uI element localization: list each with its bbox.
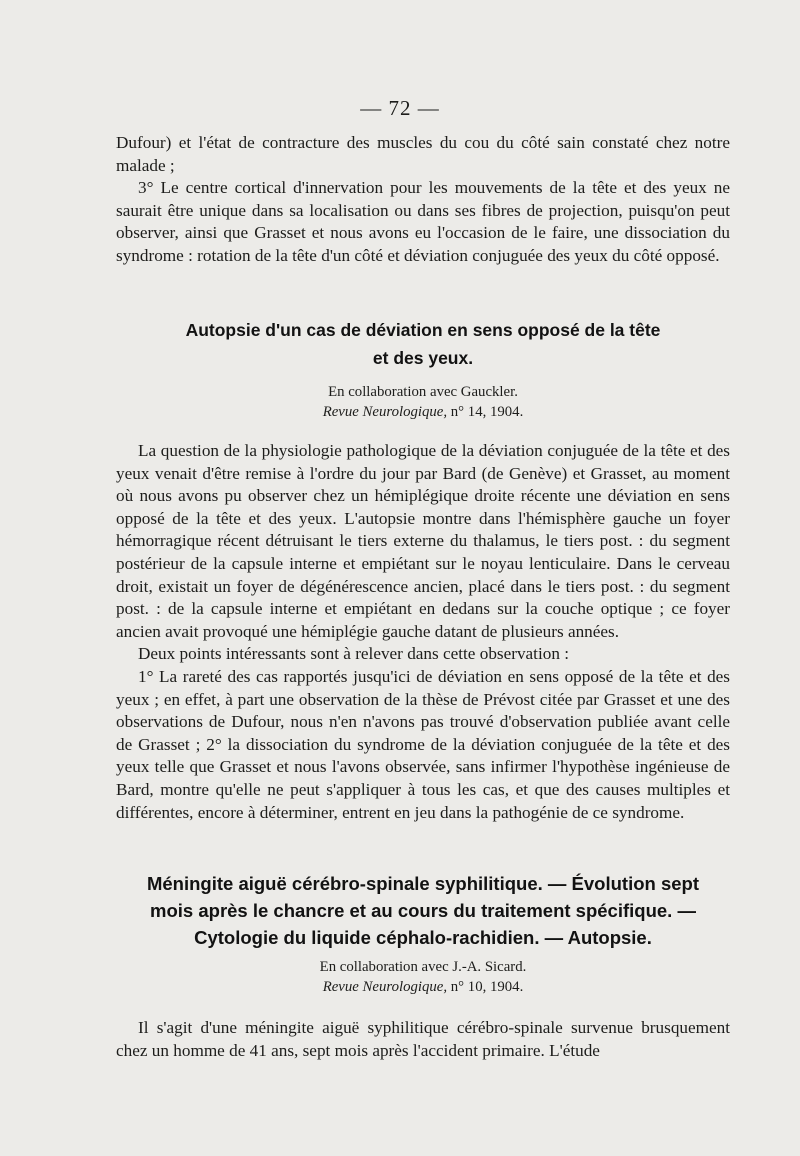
paragraph: La question de la physiologie pathologique de la déviation conjuguée de la tête et des yeux venait d'être remise à l'ordre du jour par Bard (de Genève) et Grasset, au moment où nous avons pu observer chez un hémiplégique droite récente une déviation en sens opposé de la tête et des yeux. L'autopsie montre dans l'hémisphère gauche un foyer hémorragique récent détruisant le tiers externe du thalamus, le tiers post. : du segment postérieur de la capsule interne et empiétant sur le noyau lenticulaire. Dans le cerveau droit, existait un foyer de dégénérescence ancien, placé dans le tiers post. : du segment post. : de la capsule interne et empiétant en dedans sur la couche optique ; ce foyer ancien avait provoqué une hémiplégie gauche datant de plusieurs années. (116, 441, 730, 641)
title-line: Méningite aiguë cérébro-spinale syphilitique. — Évolution sept (146, 873, 699, 894)
section-autopsie (116, 316, 730, 824)
title-line: et des yeux. (372, 348, 474, 368)
collaboration-line: En collaboration avec J.-A. Sicard. (319, 959, 527, 975)
intro-text (116, 132, 730, 268)
source-line (116, 977, 730, 997)
section-title (116, 870, 730, 951)
section-meningite (116, 870, 730, 1062)
journal-name: Revue Neurologique, (322, 404, 448, 420)
journal-name: Revue Neurologique, (322, 979, 448, 995)
collaboration-line: En collaboration avec Gauckler. (328, 384, 518, 400)
paragraph: Dufour) et l'état de contracture des muscles du cou du côté sain constaté chez notre malade ; (116, 133, 730, 175)
page-number: — 72 — (360, 96, 440, 120)
title-line: Autopsie d'un cas de déviation en sens opposé de la tête (185, 320, 661, 340)
section-title (116, 316, 730, 372)
paragraph: Deux points intéressants sont à relever dans cette observation : (138, 644, 569, 664)
journal-issue: n° 14, 1904. (450, 404, 524, 420)
source-line (116, 402, 730, 422)
title-line: Cytologie du liquide céphalo-rachidien. — Autopsie. (194, 927, 652, 948)
title-line: mois après le chancre et au cours du traitement spécifique. — (150, 900, 696, 921)
paragraph: Il s'agit d'une méningite aiguë syphilitique cérébro-spinale survenue brusquement chez un homme de 41 ans, sept mois après l'accident primaire. L'étude (116, 1018, 730, 1060)
paragraph: 1° La rareté des cas rapportés jusqu'ici de déviation en sens opposé de la tête et des yeux ; en effet, à part une observation de la thèse de Prévost citée par Grasset et une des observations de Dufour, nous n'en n'avons pas trouvé d'observation publiée avant celle de Grasset ; 2° la dissociation du syndrome de la déviation conjuguée de la tête et des yeux telle que Grasset et nous l'avons observée, sans infirmer l'hypothèse ingénieuse de Bard, montre qu'elle ne peut s'appliquer à tous les cas, et que des causes multiples et différentes, encore à déterminer, entrent en jeu dans la pathogénie de ce syndrome. (116, 666, 730, 822)
journal-issue: n° 10, 1904. (450, 979, 524, 995)
paragraph: 3° Le centre cortical d'innervation pour les mouvements de la tête et des yeux ne saurait être unique dans sa localisation ou dans ses fibres de projection, puisqu'on peut observer, ainsi que Grasset et nous avons eu l'occasion de le faire, une dissociation du syndrome : rotation de la tête d'un côté et déviation conjuguée des yeux du côté opposé. (116, 178, 730, 265)
